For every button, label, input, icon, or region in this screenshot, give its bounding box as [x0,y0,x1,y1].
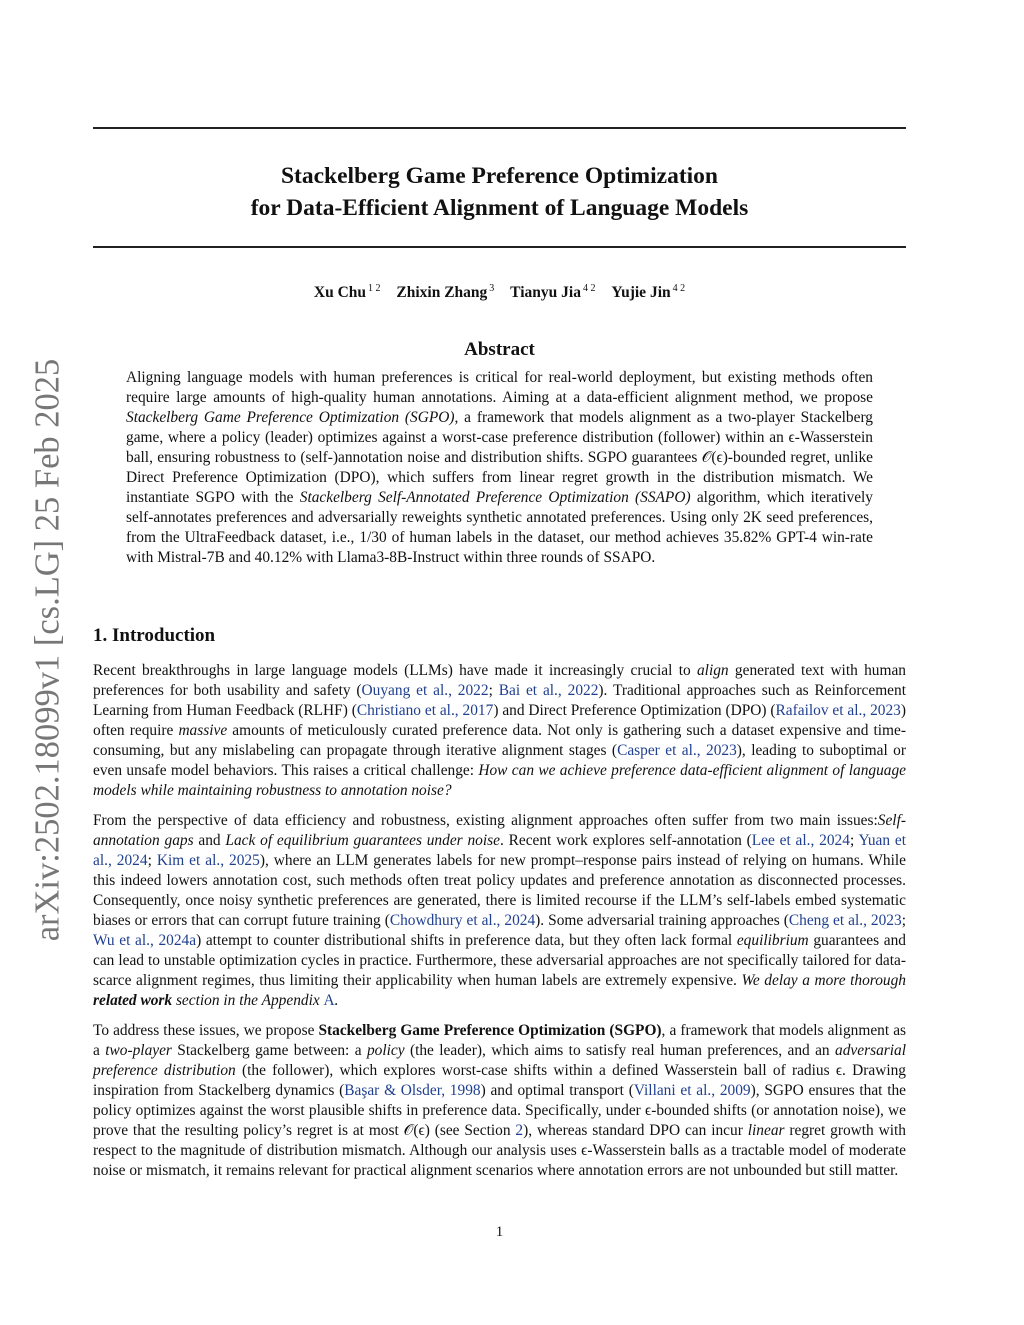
title-line-1: Stackelberg Game Preference Optimization [280,163,719,189]
paper-title [93,160,906,224]
citation-link[interactable]: Christiano et al., 2017 [356,702,494,719]
citation-link[interactable]: Rafailov et al., 2023 [775,702,901,719]
author-2: Zhixin Zhang $^3$ [396,283,495,301]
bottom-rule [93,246,906,248]
citation-link[interactable]: Cheng et al., 2023 [788,912,902,929]
abstract-heading: Abstract [464,339,535,360]
author-1: Xu Chu $^{1 2}$ [313,283,381,301]
citation-link[interactable]: Casper et al., 2023 [617,742,737,759]
citation-link[interactable]: Villani et al., 2009 [633,1082,751,1099]
intro-paragraph-1: Recent breakthroughs in large language models (LLMs) have made it increasingly crucial to align generated text with human preferences for both usability and safety (Ouyang et al., 2022; Bai et al., 2022). Traditional approaches such as Reinforcement Learning from Human Feedback (RLHF) (Christiano et al., 2017) and Direct Preference Optimization (DPO) (Rafailov et al., 2023) often require massive amounts of meticulously curated preference data. Not only is gathering such a dataset expensive and time-consuming, but any mislabeling can propagate through iterative alignment stages (Casper et al., 2023), leading to suboptimal or even unsafe model behaviors. This raises a critical challenge: How can we achieve preference data-efficient alignment of language models while maintaining robustness to annotation noise? [93,662,907,799]
section-heading-introduction: 1. Introduction [93,625,216,646]
intro-paragraph-2: From the perspective of data efficiency and robustness, existing alignment approaches often suffer from two main issues:Self-annotation gaps and Lack of equilibrium guarantees under noise. Recent work explores self-annotation (Lee et al., 2024; Yuan et al., 2024; Kim et al., 2025), where an LLM generates labels for new prompt–response pairs instead of relying on humans. While this indeed lowers annotation cost, such methods often treat policy updates and preference annotation as disconnected processes. Consequently, once noisy synthetic preferences are generated, there is limited recourse if the LLM’s self-labels embed systematic biases or errors that can corrupt future training (Chowdhury et al., 2024). Some adversarial training approaches (Cheng et al., 2023; Wu et al., 2024a) attempt to counter distributional shifts in preference data, but they often lack formal equilibrium guarantees and can lead to unstable optimization cycles in practice. Furthermore, these adversarial approaches are not specifically tailored for data-scarce alignment regimes, thus limiting their applicability when human labels are extremely expensive. We delay a more thorough related work section in the Appendix A. [93,812,906,1009]
intro-paragraph-3: To address these issues, we propose Stackelberg Game Preference Optimization (SGPO), a framework that models alignment as a two-player Stackelberg game between: a policy (the leader), which aims to satisfy real human preferences, and an adversarial preference distribution (the follower), which explores worst-case shifts within a defined Wasserstein ball of radius ϵ. Drawing inspiration from Stackelberg dynamics (Başar & Olsder, 1998) and optimal transport (Villani et al., 2009), SGPO ensures that the policy optimizes against the worst plausible shifts in preference data. Specifically, under ϵ-bounded shifts (or annotation noise), we prove that the resulting policy’s regret is at most 𝒪(ϵ) (see Section 2), whereas standard DPO can incur linear regret growth with respect to the magnitude of distribution mismatch. Although our analysis uses ϵ-Wasserstein balls as a tractable model of moderate noise or mismatch, it remains relevant for practical alignment scenarios where annotation errors are not unbounded but still matter. [93,1022,907,1179]
top-rule [93,127,906,129]
citation-link[interactable]: Ouyang et al., 2022 [361,682,489,699]
section-link[interactable]: 2 [515,1122,524,1139]
citation-link[interactable]: Başar & Olsder, 1998 [344,1082,481,1099]
citation-link[interactable]: Bai et al., 2022 [498,682,599,699]
citation-link[interactable]: Chowdhury et al., 2024 [389,912,536,929]
appendix-link[interactable]: A [323,992,335,1009]
citation-link[interactable]: Kim et al., 2025 [156,852,260,869]
citation-link[interactable]: Wu et al., 2024a [93,932,197,949]
author-4: Yujie Jin $^{4 2}$ [611,283,686,301]
author-3: Tianyu Jia $^{4 2}$ [510,283,596,301]
abstract-text: Aligning language models with human preferences is critical for real-world deployment, but existing methods often require large amounts of high-quality human annotations. Aiming at a data-efficient alignment method, we propose Stackelberg Game Preference Optimization (SGPO), a framework that models alignment as a two-player Stackelberg game, where a policy (leader) optimizes against a worst-case preference distribution (follower) within an ϵ-Wasserstein ball, ensuring robustness to (self-)annotation noise and distribution shifts. SGPO guarantees 𝒪(ϵ)-bounded regret, unlike Direct Preference Optimization (DPO), which suffers from linear regret growth in the distribution mismatch. We instantiate SGPO with the Stackelberg Self-Annotated Preference Optimization (SSAPO) algorithm, which iteratively self-annotates preferences and adversarially reweights synthetic annotated preferences. Using only 2K seed preferences, from the UltraFeedback dataset, i.e., 1/30 of human labels in the dataset, our method achieves 35.82% GPT-4 win-rate with Mistral-7B and 40.12% with Llama3-8B-Instruct within three rounds of SSAPO. [126,369,874,566]
title-line-2: for Data-Efficient Alignment of Language Models [250,195,749,221]
citation-link[interactable]: Lee et al., 2024 [751,832,850,849]
author-list [93,283,906,302]
citation-link[interactable]: Yuan et al., 2024 [93,832,906,869]
page-number: 1 [495,1224,504,1240]
